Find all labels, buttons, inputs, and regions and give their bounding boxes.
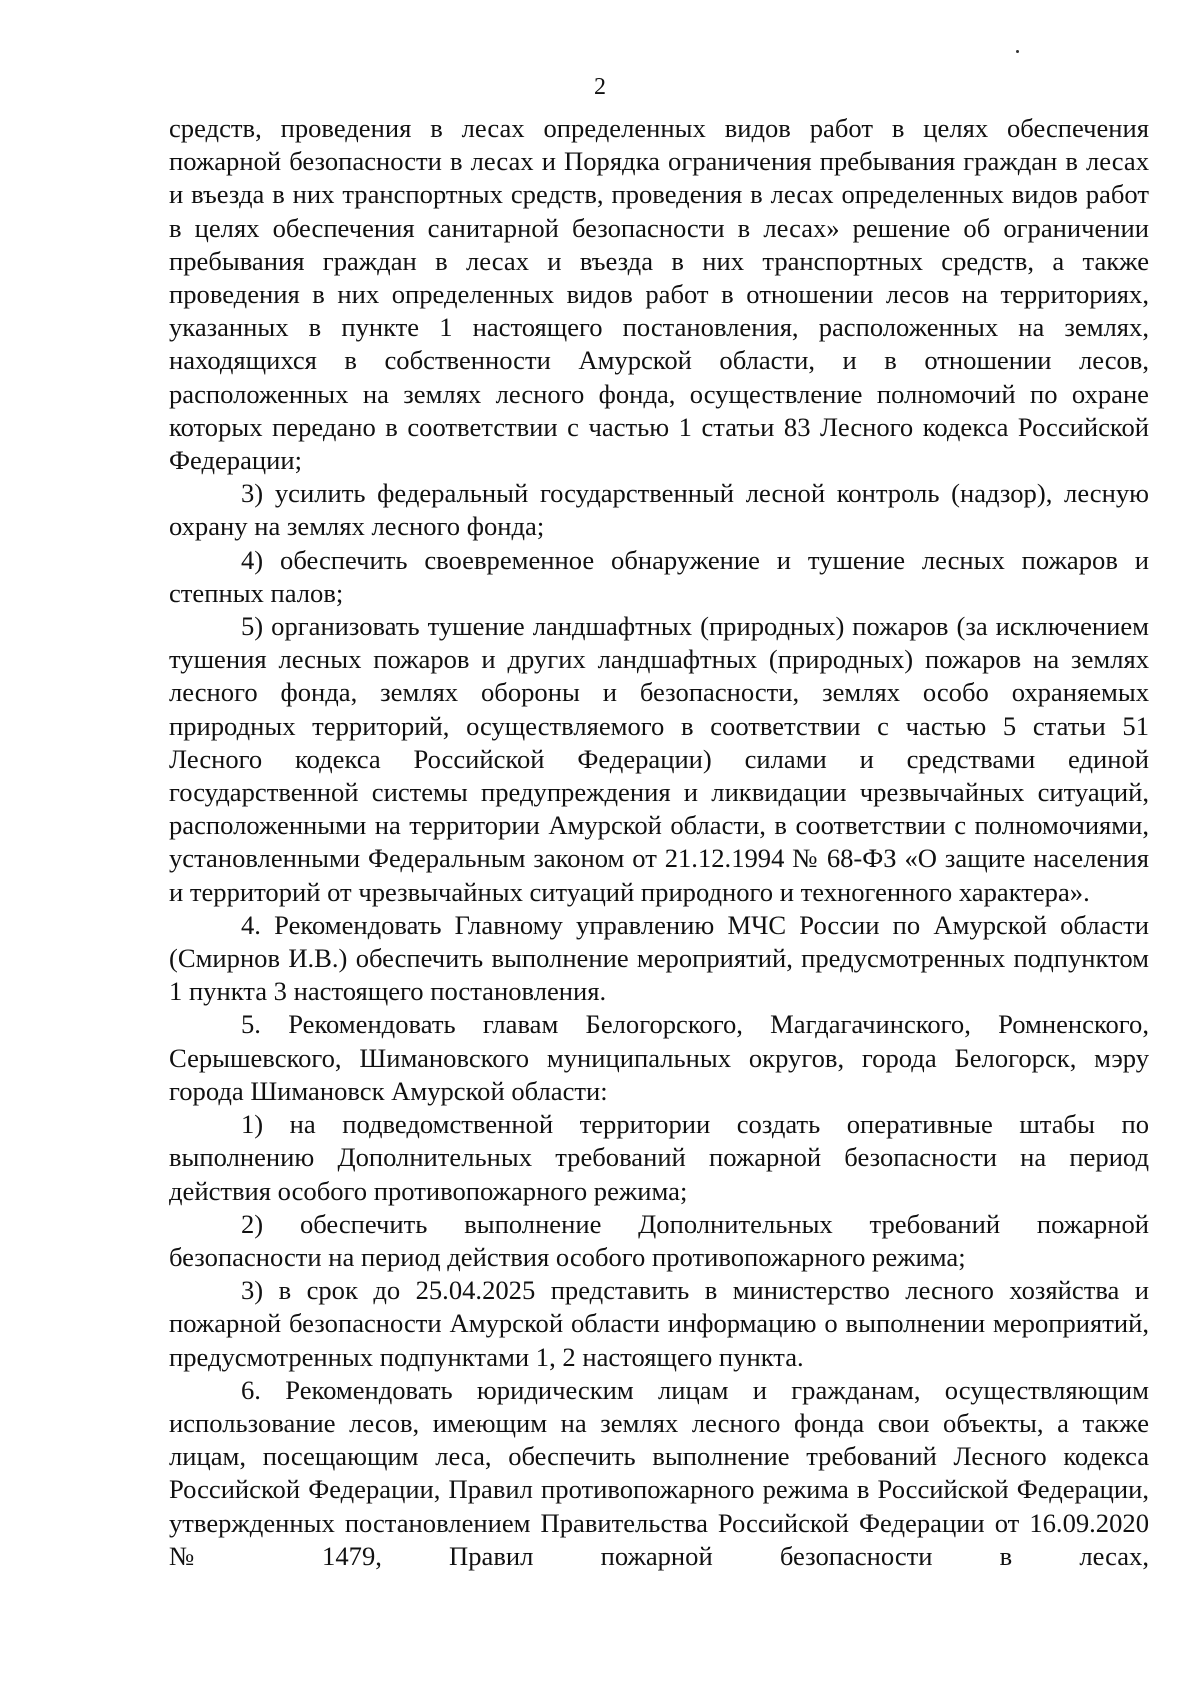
paragraph-item-5-subitem-1: 1) на подведомственной территории создать оперативные штабы по выполнению Дополнительных требований пожарной безопасности на период действия особого противопожарного режима; [169, 1109, 1149, 1206]
paragraph-item-5: 5. Рекомендовать главам Белогорского, Магдагачинского, Ромненского, Серышевского, Шимановского муниципальных округов, города Белогорск, мэру города Шимановск Амурской области: [169, 1009, 1149, 1106]
document-body [169, 112, 1149, 1573]
page-number: 2 [594, 74, 606, 100]
paragraph-item-6: 6. Рекомендовать юридическим лицам и гражданам, осуществляющим использование лесов, имеющим на землях лесного фонда свои объекты, а также лицам, посещающим леса, обеспечить выполнение требований Лесного кодекса Российской Федерации, Правил противопожарного режима в Российской Федерации, утвержденных постановлением Правительства Российской Федерации от 16.09.2020 № 1479, Правил пожарной безопасности в лесах, [169, 1374, 1149, 1571]
paragraph-subitem-5: 5) организовать тушение ландшафтных (природных) пожаров (за исключением тушения лесных пожаров и других ландшафтных (природных) пожаров на землях лесного фонда, землях обороны и безопасности, землях особо охраняемых природных территорий, осуществляемого в соответствии с частью 5 статьи 51 Лесного кодекса Российской Федерации) силами и средствами единой государственной системы предупреждения и ликвидации чрезвычайных ситуаций, расположенными на территории Амурской области, в соответствии с полномочиями, установленными Федеральным законом от 21.12.1994 № 68-ФЗ «О защите населения и территорий от чрезвычайных ситуаций природного и техногенного характера». [169, 611, 1149, 907]
paragraph-item-5-subitem-3: 3) в срок до 25.04.2025 представить в министерство лесного хозяйства и пожарной безопасности Амурской области информацию о выполнении мероприятий, предусмотренных подпунктами 1, 2 настоящего пункта. [169, 1275, 1149, 1372]
paragraph-subitem-3: 3) усилить федеральный государственный лесной контроль (надзор), лесную охрану на землях лесного фонда; [169, 478, 1149, 542]
paragraph-item-4: 4. Рекомендовать Главному управлению МЧС России по Амурской области (Смирнов И.В.) обеспечить выполнение мероприятий, предусмотренных подпунктом 1 пункта 3 настоящего постановления. [169, 909, 1149, 1007]
paragraph-continuation: средств, проведения в лесах определенных видов работ в целях обеспечения пожарной безопасности в лесах и Порядка ограничения пребывания граждан в лесах и въезда в них транспортных средств, проведения в лесах определенных видов работ в целях обеспечения санитарной безопасности в лесах» решение об ограничении пребывания граждан в лесах и въезда в них транспортных средств, а также проведения в них определенных видов работ в отношении лесов на территориях, указанных в пункте 1 настоящего постановления, расположенных на землях, находящихся в собственности Амурской области, и в отношении лесов, расположенных на землях лесного фонда, осуществление полномочий по охране которых передано в соответствии с частью 1 статьи 83 Лесного кодекса Российской Федерации; [169, 113, 1149, 476]
scan-speck [1016, 50, 1019, 53]
paragraph-subitem-4: 4) обеспечить своевременное обнаружение и тушение лесных пожаров и степных палов; [169, 544, 1149, 608]
paragraph-item-5-subitem-2: 2) обеспечить выполнение Дополнительных требований пожарной безопасности на период действия особого противопожарного режима; [169, 1208, 1149, 1272]
